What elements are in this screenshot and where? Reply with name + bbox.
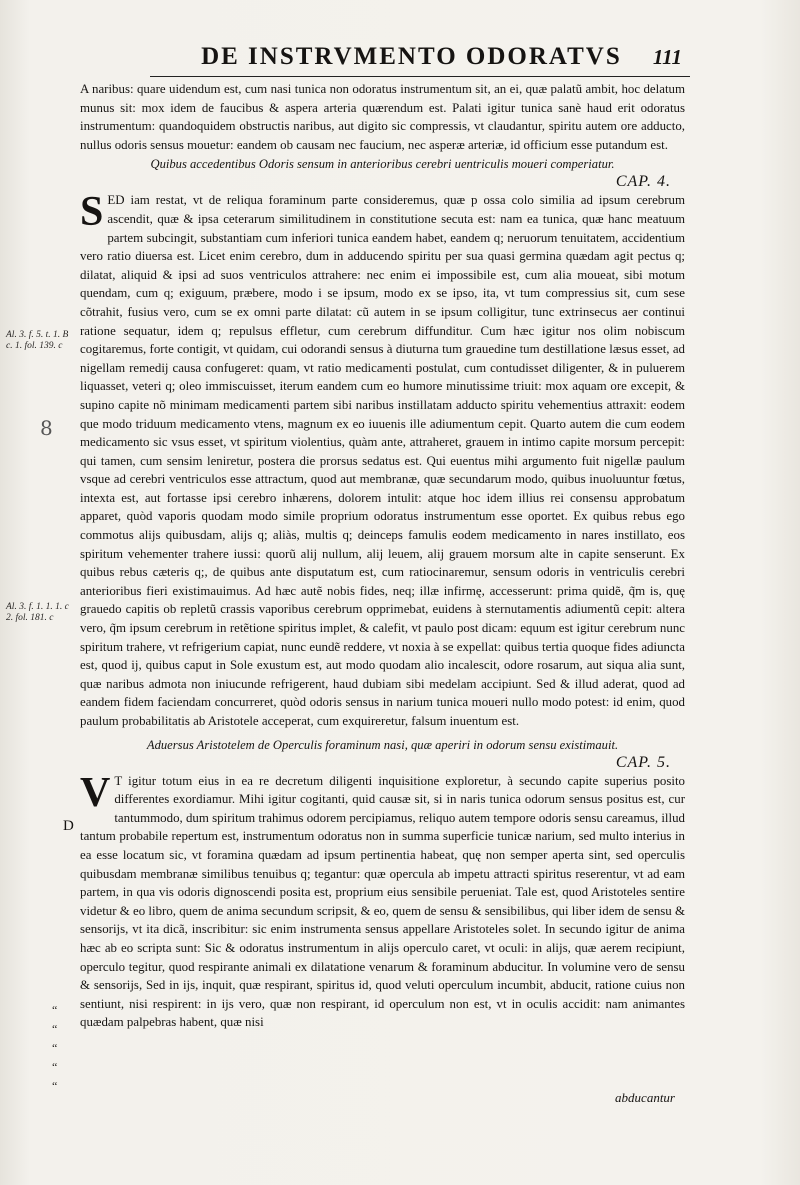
page-title: DE INSTRVMENTO ODORATVS xyxy=(201,43,622,70)
chapter-5-label: CAP. 5. xyxy=(615,753,671,771)
paragraph-chapter-5-text: T igitur totum eius in ea re decretum diligenti inquisitione exploretur, à secundo capite superius posito differentes exordiamur. Mihi igitur cogitanti, quid causæ sit, si in naris tunica odorum sensus positus est, cur tantummodo, dum spiritum trahimus odorem percipiamus, reliquo autem tempore odoris sensu careamus, illud tantum probabile repertum est, instrumentum odoratus non in summa superficie tunicæ narium, sed multo interius in ea esse locatum sic, vt foramina quædam ad ipsum pertinentia habeat, quę non semper aperta sint, sed operculis quibusdam membranæ similibus tenuibus q; tegantur: quæ opercula ab impetu attracti spiritus reserentur, vt ad eam partem, in qua vis odoris dignoscendi posita est, proprium eius sensibile perueniat. Tale est, quod Aristoteles sentire videtur & eo libro, quem de anima secundum scripsit, & eo, quem de sensu & sensibilibus, qui liber idem de sensu & sensorijs, vt ita dicã, inscribitur: sic enim instrumenta sensus appellare Aristoteles solet. In secundo igitur de anima hæc ab eo scripta sunt: Sic & odoratus instrumentum in alijs operculo caret, vt oculi: in alijs, quæ aerem recipiunt, operculo tegitur, quod respirante animali ex dilatatione venarum & foraminum abducitur. In volumine vero de sensu & sensorijs, Sed in ijs, inquit, quæ respirant, spiritus id, quod veluti operculum incumbit, abducit, ratione cuius non sentiunt, nisi respirent: in ijs vero, quæ non respirant, id operculum non est, vt in oculis accidit: nam animantes quædam palpebras habent, quæ nisi xyxy=(80,773,685,1030)
quote-mark-4: “ xyxy=(52,1060,58,1074)
chapter-4-heading: Quibus accedentibus Odoris sensum in anterioribus cerebri uentriculis moueri comperiatur. xyxy=(150,157,615,172)
dropcap-s: S xyxy=(80,189,104,236)
quote-mark-2: “ xyxy=(52,1022,58,1036)
chapter-5-label-row xyxy=(80,754,685,772)
chapter-4-label: CAP. 4. xyxy=(615,173,671,191)
dropcap-v: V xyxy=(80,769,111,816)
margin-letter-d: D xyxy=(63,818,74,834)
running-header xyxy=(150,38,690,77)
main-text xyxy=(80,80,685,1032)
quote-mark-3: “ xyxy=(52,1041,58,1055)
page-number: 111 xyxy=(652,44,682,69)
paragraph-chapter-4-text: ED iam restat, vt de reliqua foraminum parte consideremus, quæ p ossa colo similia ad ipsum cerebrum ascendit, quæ & ipsa ceterarum similitudinem in constitutione secuta est: nam ea tunica, quæ hanc meatuum partem subcingit, substantiam cum inferiori tunica eandem habet, eandem q; neruorum tenuitatem, accidentium vero ratio diuersa est. Licet enim cerebro, dum in adducendo spiritu per sua quasi germina quædam agit pectus q; dilatat, aliquid & ipsi ad suos ventriculos attrahere: nec enim ei impossibile est, cum alia moueat, sibi motum quendam, cum q; exiguum, præbere, modo i se ipsum, modo ex se ipso, ita, vt tum compressius sit, cum sese cõtrahit, fusius vero, cum se ex omni parte dilatat: cũ autem in se ipsum colligitur, tunc extrinsecus aer continui ratione sequatur, idem q; repulsus effletur, cum cerebrum diffunditur. Cum hæc igitur nos olim nobiscum cogitaremus, forte contigit, vt quidam, cui odorandi sensus à diuturna tum grauedine tum destillatione læsus esset, ad nigellam remedij causa confugeret: quam, vt ratio medicamenti postulat, cum contudisset diligenter, & in puluerem liquasset, veteri q; oleo immiscuisset, iterum eandem cum eo humore minutissime triuit: mox aquam ore excepit, & supino capite nõ minimam medicamenti partem sibi naribus instillatam adducto spiritu vehementius attraxit: eodem que modo triduum medicamento vtens, magnum ex eo iuuenis ille adiumentum cepit. Quarto autem die cum eodem medicamento sic vsus esset, vt spiritum violentius, quàm ante, attraheret, grauem in intimo capite morsum percepit: qui tamen, cum sensim leniretur, postera die prorsus sedatus est. Qui euentus mihi argumento fuit nigellæ paulum vsque ad cerebri ventriculos esse attractum, quod aut membranæ, quæ secundarum modo, quibus inuoluuntur fœtus, intexta est, aut fortasse ipsi cerebro inhærens, dolorem intulit: atque hoc idem illius rei consensu approbatum apparet, quòd vaporis quodam modo simile proprium odoratus instrumentum esse oportet. Ex quibus rebus ego commotus alijs quibusdam, alijs q; aliàs, multis q; deinceps famulis eodem medicamento in nares instillato, eos spiritum vehementer trahere iussi: quorũ alij nullum, alij leuem, alij grauem morsum alte in capite senserunt. Ex quibus rebus cæteris q;, de quibus ante disputatum est, cum ratiocinaremur, sensum odoris in ventriculis cerebri anterioribus fieri existimauimus. Ad hæc autẽ nobis fides, neq; illæ infirmę, accesserunt: prima quidẽ, q̃m is, quę grauedo capitis ob repletũ crassis vaporibus cerebrum opprimebat, euidens à sternutamentis adiumentũ cepit: altera vero, q̃m ipsum cerebrum in retẽtione spiritus implet, & calefit, vt paulo post dicam: equum est igitur cerebrum nunc spiritum trahere, vt refrigerium capiat, nunc eundẽ reddere, vt noxia à se expellat: quibus tertia quoque fides adiuncta est, quod ij, quibus caput in Sole exustum est, aut modo quodam alio incalescit, odore rosarum, aut siqua alia sunt, quæ naribus admota non iniucunde refrigerent, haud dubiam sibi medelam accipiunt. Sed & illud aderat, quod ad eandem fidem faciendam concurreret, quòd odoris sensus in narium tunica moueri nullo modo potest: id enim, quod paulum probabilitatis ab Aristotele acceperat, cum exquireretur, falsum inuentum est. xyxy=(80,193,685,728)
catchword: abducantur xyxy=(615,1090,675,1105)
chapter-5-heading: Aduersus Aristotelem de Operculis foraminum nasi, quæ aperiri in odorum sensu existimauit. xyxy=(146,737,619,752)
paragraph-chapter-5 xyxy=(80,769,685,1032)
paragraph-opening: A naribus: quare uidendum est, cum nasi tunica non odoratus instrumentum sit, an ei, quæ palatũ ambit, hoc delatum munus sit: mox idem de faucibus & aspera arteria quærendum est. Palati igitur tunica sanè haud erit odoratus instrumentum: quandoquidem obstructis naribus, aut digito sic compressis, vt claudantur, spiritu autem ore adducto, nullus odoris sensus mouetur: eandem ob causam nec faucium, nec asperæ arteriæ, id officium esse putandum est. xyxy=(80,82,685,152)
margin-note-citation-1: Al. 3. f. 5. t. 1. B c. 1. fol. 139. c xyxy=(6,330,69,351)
pencil-mark: 8 xyxy=(40,416,53,440)
quote-mark-1: “ xyxy=(52,1003,58,1017)
paragraph-chapter-4 xyxy=(80,191,685,730)
margin-note-citation-2: Al. 3. f. 1. 1. 1. c 2. fol. 181. c xyxy=(6,602,69,623)
chapter-4-label-row xyxy=(80,173,685,191)
quote-mark-5: “ xyxy=(52,1079,58,1093)
